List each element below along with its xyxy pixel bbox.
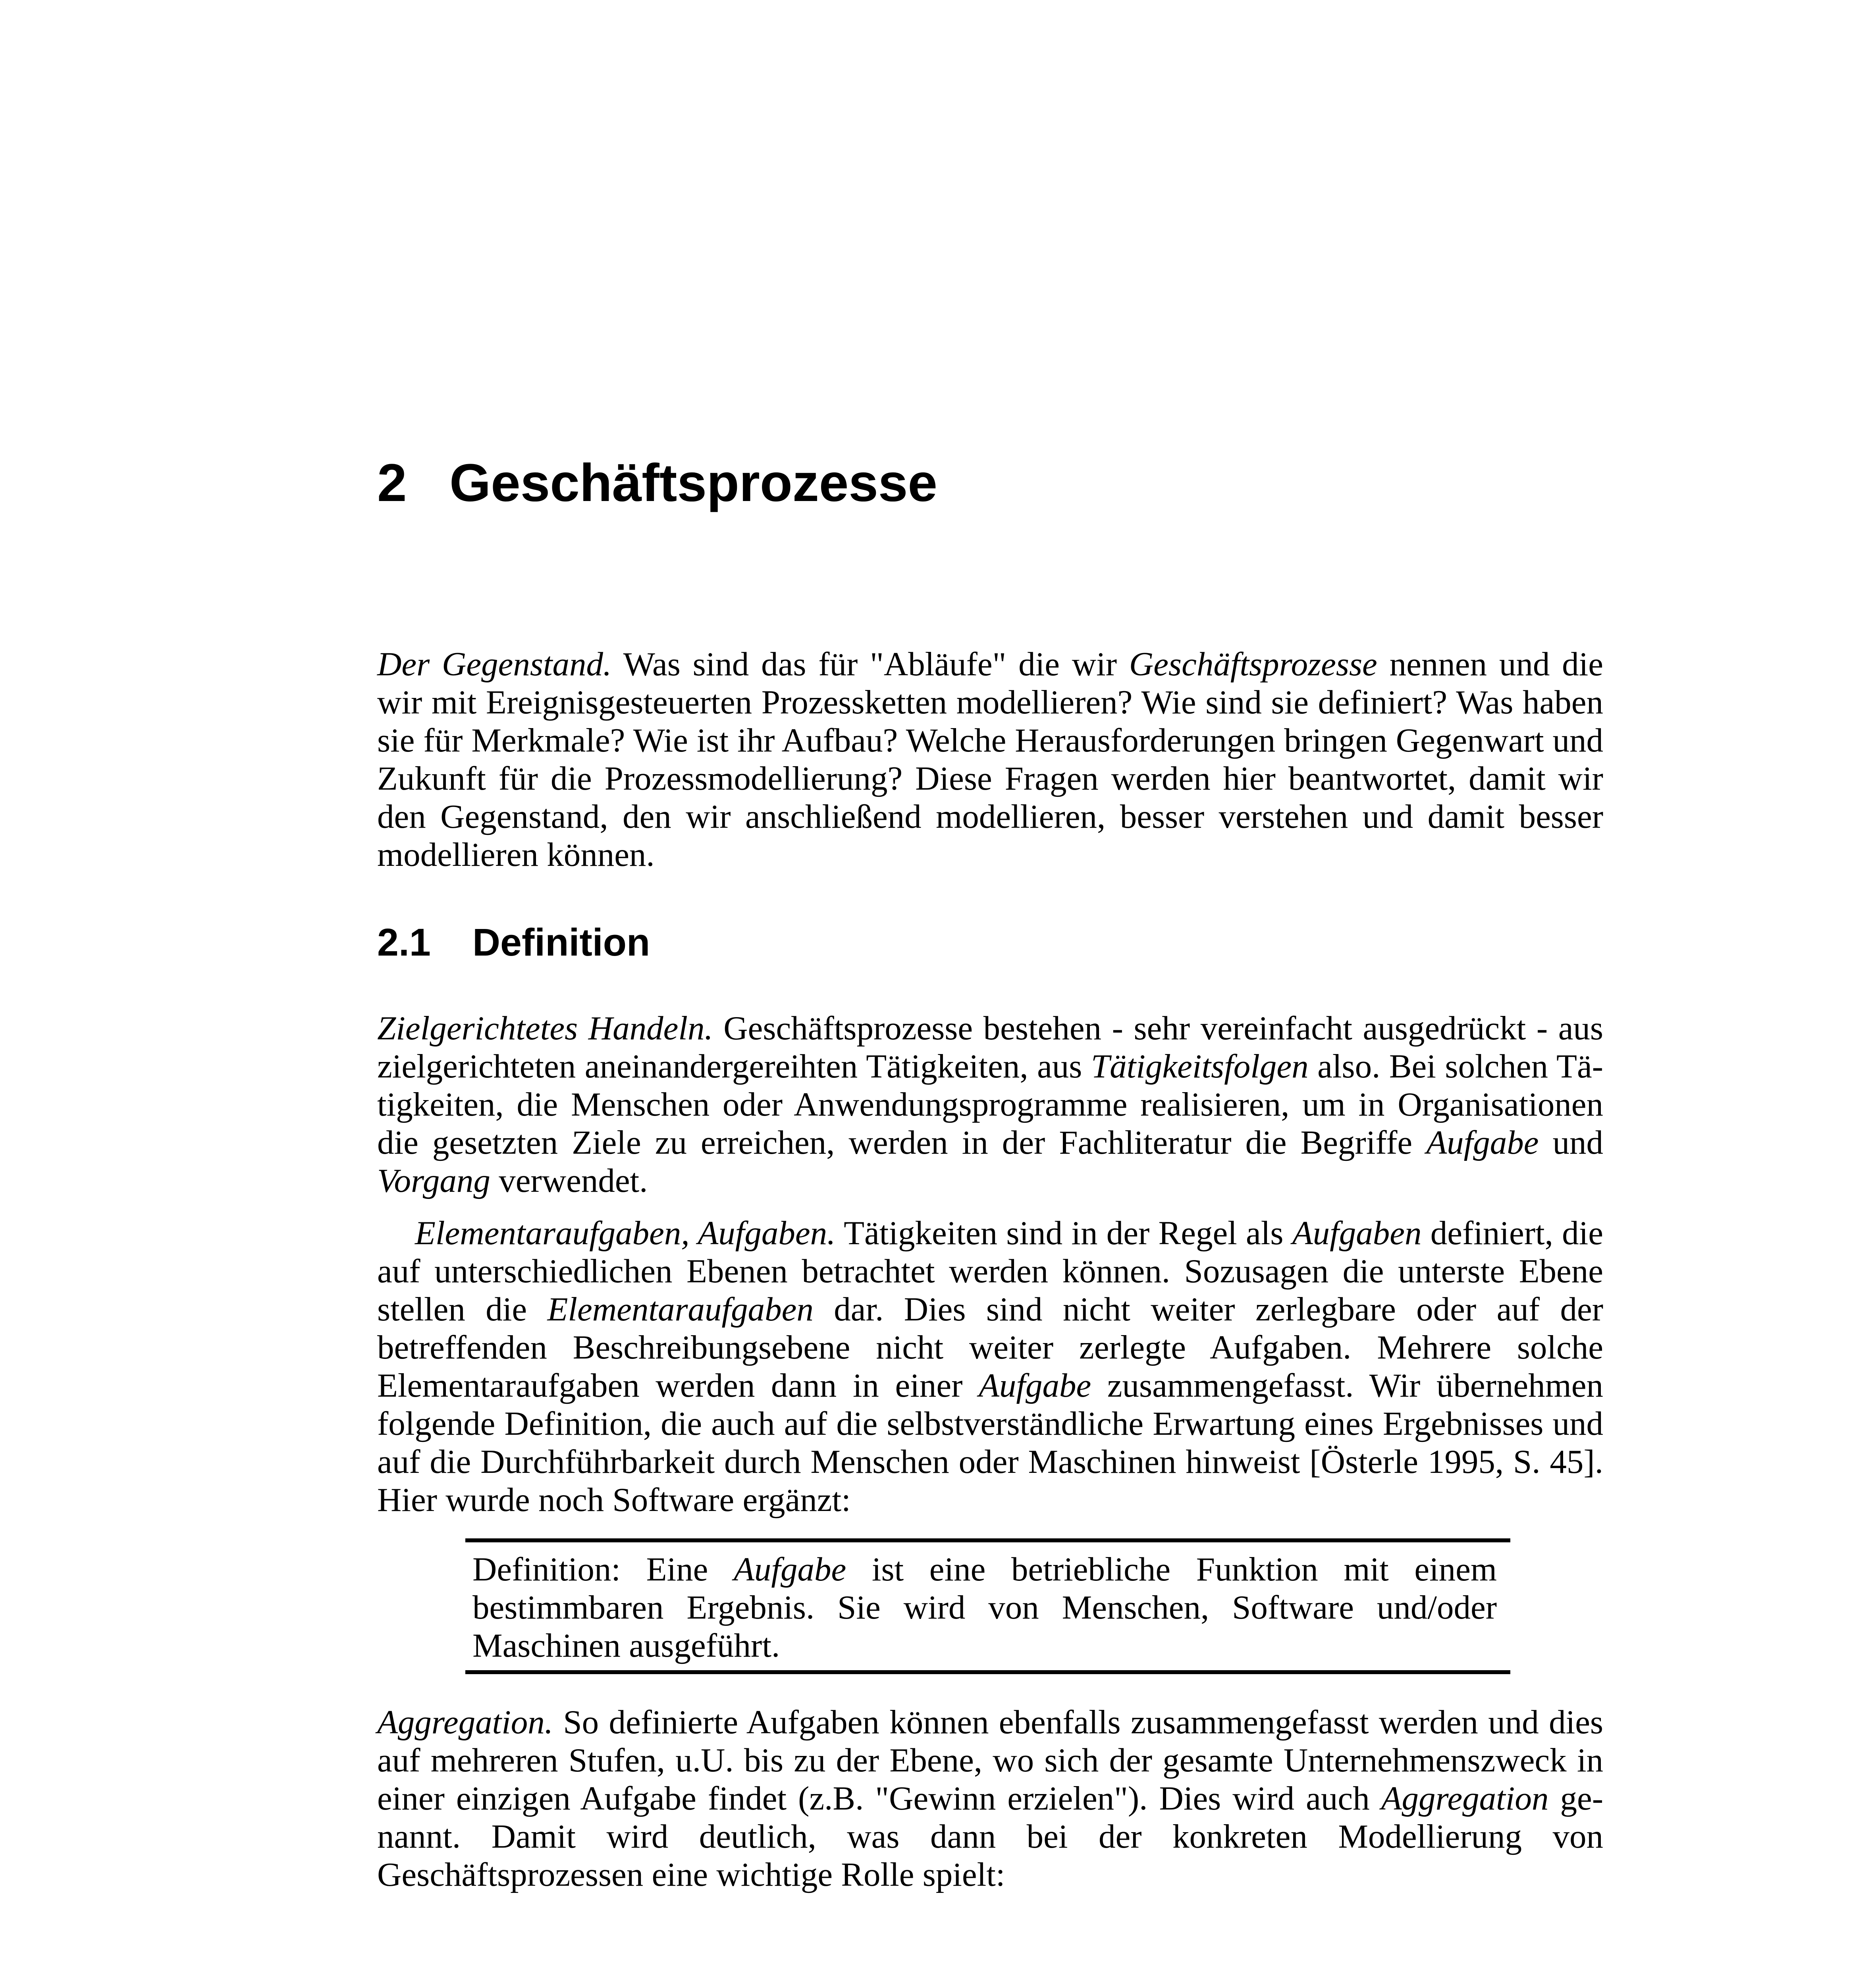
- paragraph-lead: Aggregation.: [377, 1704, 553, 1741]
- emphasis-term: Aggregation: [1381, 1780, 1549, 1817]
- section-number: 2.1: [377, 921, 431, 964]
- chapter-heading: [377, 453, 1608, 513]
- emphasis-term: Aufgaben: [1292, 1214, 1422, 1252]
- emphasis-term: Geschäftsprozesse: [1129, 646, 1377, 683]
- definition-box: [465, 1538, 1510, 1674]
- section-title: Definition: [472, 921, 650, 964]
- definition-text: Definition: Eine Aufgabe ist eine betriebliche Funktion mit einem bestimmbaren Ergebnis. Sie wird von Menschen, Software und/oder Maschinen ausgeführt.: [472, 1551, 1497, 1664]
- emphasis-term: Tätigkeitsfolgen: [1091, 1048, 1309, 1085]
- intro-paragraph: Der Gegenstand. Was sind das für "Abläufe" die wir Geschäftsprozesse nennen und die wir mit Ereignisgesteuerten Prozessketten modellieren? Wie sind sie definiert? Was haben sie für Merkmale? Wie ist ihr Aufbau? Welche Herausforderungen bringen Gegenwart und Zukunft für die Prozessmodellierung? Diese Fragen werden hier beantwortet, damit wir den Gegenstand, den wir anschließend modellieren, besser verstehen und damit besser modellieren können.: [377, 646, 1604, 873]
- emphasis-term: Elementaraufgaben: [547, 1291, 814, 1328]
- paragraph-lead: Der Gegenstand.: [377, 646, 612, 683]
- paragraph-elementaraufgaben: Elementaraufgaben, Aufgaben. Tätigkeiten sind in der Regel als Aufgaben definiert, die auf unterschiedlichen Ebenen betrachtet werden können. Sozusagen die unterste Ebene stellen die Elementaraufgaben dar. Dies sind nicht weiter zerlegbare oder auf der betreffenden Beschreibungsebene nicht weiter zerlegte Aufgaben. Mehrere solche Elementaraufgaben werden dann in einer Aufgabe zusammengefasst. Wir übernehmen folgende Definition, die auch auf die selbstverständliche Erwartung eines Ergebnisses und auf die Durchführbarkeit durch Menschen oder Maschinen hinweist [Österle 1995, S. 45]. Hier wurde noch Software ergänzt:: [377, 1214, 1603, 1519]
- emphasis-term: Vorgang: [377, 1162, 490, 1199]
- chapter-number: 2: [377, 453, 407, 513]
- paragraph-aggregation: Aggregation. So definierte Aufgaben können ebenfalls zusammengefasst werden und dies auf mehreren Stufen, u.U. bis zu der Ebene, wo sich der gesamte Unternehmenszweck in einer einzigen Aufgabe findet (z.B. "Gewinn erzielen"). Dies wird auch Aggregation genannt. Damit wird deutlich, was dann bei der konkreten Modellierung von Geschäftsprozessen eine wichtige Rolle spielt:: [377, 1704, 1603, 1893]
- paragraph-zielgerichtetes-handeln: Zielgerichtetes Handeln. Geschäftsprozesse bestehen - sehr vereinfacht ausgedrückt - aus zielgerichteten aneinandergereihten Tätigkeiten, aus Tätigkeitsfolgen also. Bei solchen Tätigkeiten, die Menschen oder Anwendungsprogramme realisieren, um in Organisationen die gesetzten Ziele zu erreichen, werden in der Fachliteratur die Begriffe Aufgabe und Vorgang verwendet.: [377, 1010, 1604, 1199]
- paragraph-lead: Elementaraufgaben, Aufgaben.: [415, 1214, 836, 1252]
- emphasis-term: Aufgabe: [733, 1551, 846, 1588]
- section-heading: [377, 923, 1608, 962]
- paragraph-lead: Zielgerichtetes Handeln.: [377, 1010, 713, 1047]
- emphasis-term: Aufgabe: [1426, 1124, 1539, 1161]
- chapter-title: Geschäftsprozesse: [449, 453, 937, 513]
- emphasis-term: Aufgabe: [978, 1367, 1091, 1404]
